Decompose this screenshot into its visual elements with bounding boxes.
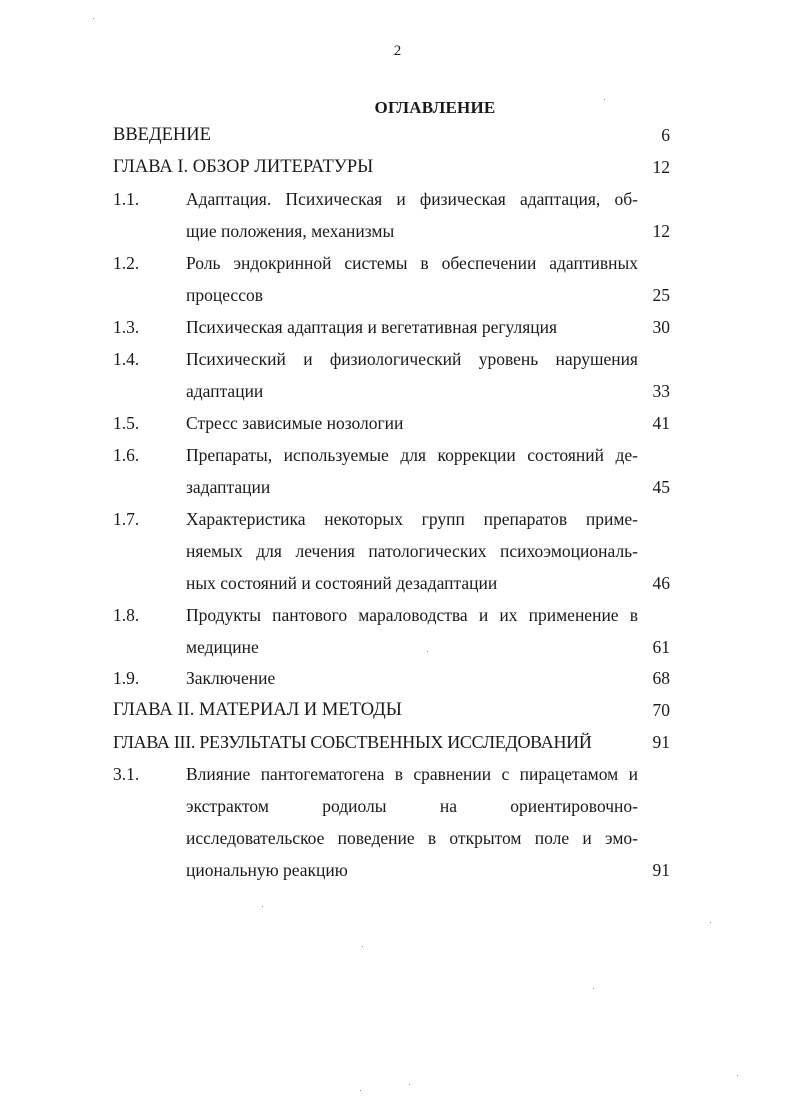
toc-page-chapter-1: 12 — [652, 157, 670, 177]
section-title-line: Психический и физиологический уровень нарушения — [186, 349, 638, 369]
section-title-line: Продукты пантового мараловодства и их применение в — [186, 605, 638, 625]
section-page: 45 — [652, 477, 670, 497]
section-page: 68 — [652, 668, 670, 688]
section-title-line: щие положения, механизмы — [186, 221, 395, 241]
section-page: 33 — [652, 381, 670, 401]
section-title-line: Психическая адаптация и вегетативная регуляция — [186, 317, 558, 337]
toc-title: ОГЛАВЛЕНИЕ — [374, 98, 496, 117]
scan-speck — [737, 1075, 738, 1076]
section-number: 1.6. — [113, 445, 140, 465]
scan-speck — [409, 1084, 410, 1085]
section-page: 91 — [652, 860, 670, 880]
toc-page-intro: 6 — [661, 125, 670, 145]
toc-page-chapter-2: 70 — [652, 700, 670, 720]
section-page: 12 — [652, 221, 670, 241]
section-number: 1.1. — [113, 189, 140, 209]
toc-entry-chapter-1: ГЛАВА I. ОБЗОР ЛИТЕРАТУРЫ — [113, 157, 374, 177]
section-title-line: циональную реакцию — [186, 860, 348, 880]
section-title-line: Адаптация. Психическая и физическая адаптация, об- — [186, 189, 638, 209]
section-number: 1.2. — [113, 253, 140, 273]
section-title-line: Препараты, используемые для коррекции состояний де- — [186, 445, 638, 465]
page-number: 2 — [393, 43, 402, 59]
section-title-line: Характеристика некоторых групп препаратов приме- — [186, 509, 638, 529]
section-title-line: Заключение — [186, 668, 276, 688]
scan-speck — [360, 1090, 361, 1091]
scan-speck — [262, 906, 263, 907]
section-number: 1.8. — [113, 605, 140, 625]
scan-speck — [427, 651, 428, 652]
scan-speck — [93, 18, 94, 19]
section-title-line: экстрактом родиолы на ориентировочно- — [186, 796, 638, 816]
section-number: 1.7. — [113, 509, 140, 529]
section-title-line: няемых для лечения патологических психоэмоциональ- — [186, 541, 638, 561]
scan-speck — [593, 988, 594, 989]
section-number: 1.9. — [113, 668, 140, 688]
section-page: 25 — [652, 285, 670, 305]
toc-entry-chapter-2: ГЛАВА II. МАТЕРИАЛ И МЕТОДЫ — [113, 700, 402, 720]
section-title-line: Стресс зависимые нозологии — [186, 413, 404, 433]
section-number: 1.4. — [113, 349, 140, 369]
scan-speck — [362, 946, 363, 947]
section-title-line: медицине — [186, 637, 259, 657]
section-page: 30 — [652, 317, 670, 337]
toc-entry-intro: ВВЕДЕНИЕ — [113, 125, 211, 145]
section-title-line: ных состояний и состояний дезадаптации — [186, 573, 498, 593]
section-title-line: адаптации — [186, 381, 264, 401]
section-title-line: задаптации — [186, 477, 271, 497]
section-title-line: исследовательское поведение в открытом поле и эмо- — [186, 828, 638, 848]
section-page: 61 — [652, 637, 670, 657]
section-number: 3.1. — [113, 764, 140, 784]
scan-speck — [710, 922, 711, 923]
toc-entry-chapter-3: ГЛАВА III. РЕЗУЛЬТАТЫ СОБСТВЕННЫХ ИССЛЕДОВАНИЙ — [113, 732, 592, 752]
section-title-line: процессов — [186, 285, 263, 305]
section-page: 41 — [652, 413, 670, 433]
section-title-line: Влияние пантогематогена в сравнении с пирацетамом и — [186, 764, 638, 784]
scan-speck — [604, 99, 605, 100]
section-number: 1.5. — [113, 413, 140, 433]
toc-page-chapter-3: 91 — [652, 732, 670, 752]
section-page: 46 — [652, 573, 670, 593]
section-title-line: Роль эндокринной системы в обеспечении адаптивных — [186, 253, 638, 273]
section-number: 1.3. — [113, 317, 140, 337]
